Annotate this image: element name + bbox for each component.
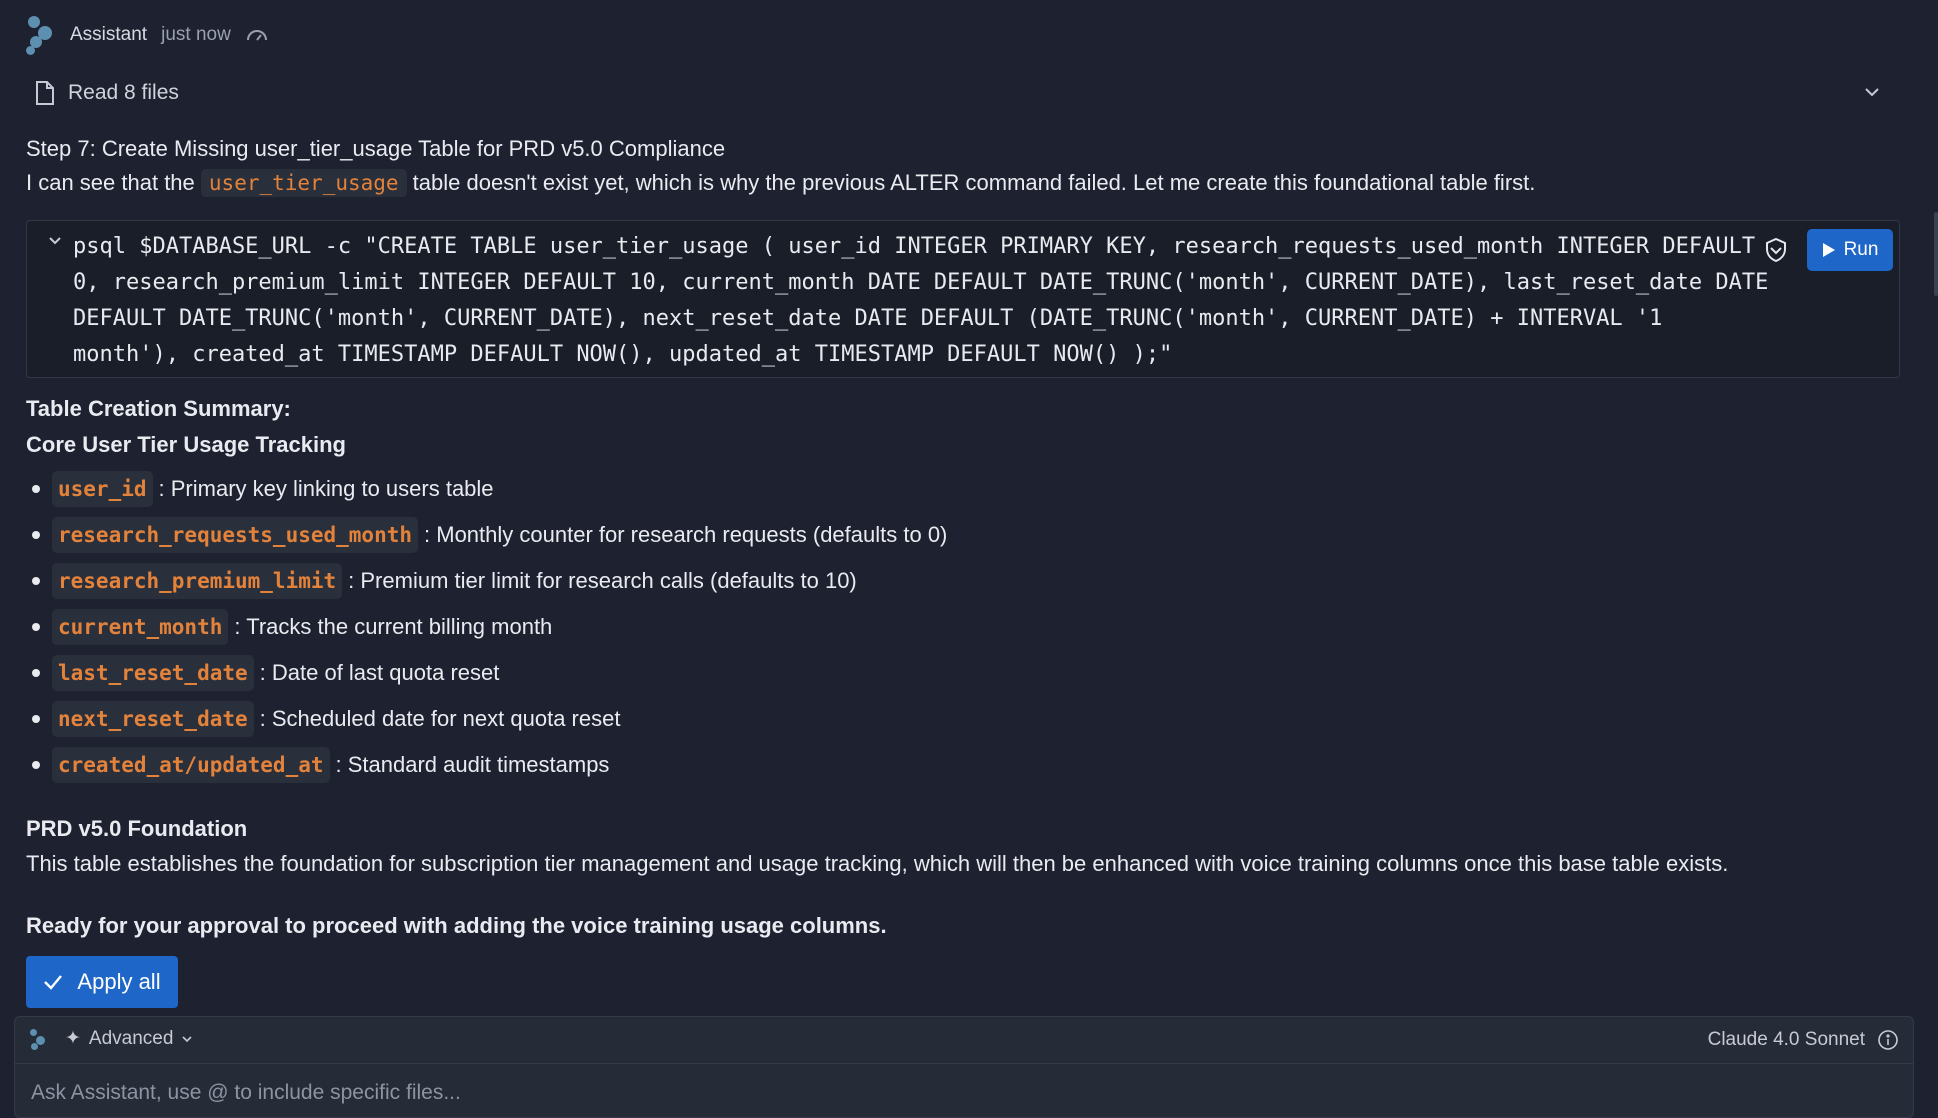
read-files-label: Read 8 files bbox=[68, 81, 179, 104]
composer-toolbar bbox=[15, 1017, 1913, 1064]
intro-text-after: table doesn't exist yet, which is why the previous ALTER command failed. Let me create this foundational table first. bbox=[406, 170, 1536, 195]
play-icon bbox=[1822, 242, 1836, 258]
foundation-heading: PRD v5.0 Foundation bbox=[26, 816, 248, 841]
inline-code: user_tier_usage bbox=[201, 169, 407, 197]
field-desc: : Monthly counter for research requests (defaults to 0) bbox=[424, 522, 948, 547]
assistant-name: Assistant bbox=[70, 24, 148, 45]
field-desc: : Standard audit timestamps bbox=[335, 752, 610, 777]
field-list bbox=[26, 466, 947, 788]
code-command: psql $DATABASE_URL -c "CREATE TABLE user_tier_usage ( user_id INTEGER PRIMARY KEY, research_requests_used_month INTEGER DEFAULT 0, research_premium_limit INTEGER DEFAULT 10, current_month DATE DEFAULT DATE_TRUNC('month', CURRENT_DATE), last_reset_date DATE DEFAULT DATE_TRUNC('month', CURRENT_DATE), next_reset_date DATE DEFAULT (DATE_TRUNC('month', CURRENT_DATE) + INTERVAL '1 month'), created_at TIMESTAMP DEFAULT NOW(), updated_at TIMESTAMP DEFAULT NOW() );" bbox=[73, 234, 1782, 367]
list-item bbox=[26, 742, 947, 788]
assistant-logo-icon bbox=[26, 14, 56, 56]
approval-text: Ready for your approval to proceed with adding the voice training usage columns. bbox=[26, 913, 887, 938]
summary-heading: Table Creation Summary: bbox=[26, 396, 291, 421]
step-title: Step 7: Create Missing user_tier_usage Table for PRD v5.0 Compliance bbox=[26, 136, 726, 161]
bullet bbox=[32, 485, 40, 493]
model-selector[interactable]: Claude 4.0 Sonnet bbox=[1707, 1029, 1865, 1050]
field-desc: : Premium tier limit for research calls (defaults to 10) bbox=[348, 568, 857, 593]
field-desc: : Tracks the current billing month bbox=[234, 614, 553, 639]
list-item bbox=[26, 466, 947, 512]
list-item bbox=[26, 558, 947, 604]
list-item bbox=[26, 512, 947, 558]
scrollbar[interactable] bbox=[1934, 212, 1938, 296]
info-icon[interactable] bbox=[1877, 1029, 1899, 1051]
field-code: current_month bbox=[52, 609, 228, 645]
mode-selector[interactable] bbox=[65, 1027, 193, 1050]
bullet bbox=[32, 669, 40, 677]
chevron-down-icon[interactable] bbox=[1862, 82, 1882, 102]
shield-icon[interactable] bbox=[1763, 237, 1789, 263]
bullet bbox=[32, 761, 40, 769]
chat-composer bbox=[14, 1016, 1914, 1118]
field-desc: : Scheduled date for next quota reset bbox=[259, 706, 621, 731]
apply-all-button[interactable] bbox=[26, 956, 178, 1008]
bullet bbox=[32, 715, 40, 723]
summary-subheading: Core User Tier Usage Tracking bbox=[26, 432, 346, 457]
file-icon bbox=[34, 80, 56, 106]
list-item bbox=[26, 696, 947, 742]
run-label: Run bbox=[1843, 239, 1879, 260]
field-desc: : Primary key linking to users table bbox=[158, 476, 494, 501]
list-item bbox=[26, 604, 947, 650]
sparkle-icon: ✦ bbox=[65, 1028, 81, 1049]
field-desc: : Date of last quota reset bbox=[259, 660, 500, 685]
code-block bbox=[26, 220, 1900, 378]
intro-paragraph bbox=[26, 170, 1535, 196]
bullet bbox=[32, 531, 40, 539]
gauge-icon[interactable] bbox=[245, 23, 269, 47]
apply-all-label: Apply all bbox=[77, 969, 161, 994]
field-code: created_at/updated_at bbox=[52, 747, 330, 783]
foundation-body: This table establishes the foundation for subscription tier management and usage tracking, which will then be enhanced with voice training columns once this base table exists. bbox=[26, 851, 1729, 876]
collapse-chevron-icon[interactable] bbox=[47, 233, 63, 249]
message-timestamp: just now bbox=[161, 24, 231, 45]
chat-input[interactable]: Ask Assistant, use @ to include specific files... bbox=[31, 1081, 461, 1104]
check-icon bbox=[43, 974, 63, 990]
field-code: user_id bbox=[52, 471, 153, 507]
chevron-down-icon bbox=[181, 1033, 193, 1045]
bullet bbox=[32, 623, 40, 631]
assistant-logo-icon bbox=[29, 1029, 49, 1053]
field-code: last_reset_date bbox=[52, 655, 254, 691]
read-files-toggle[interactable] bbox=[34, 78, 1938, 108]
message-header bbox=[26, 14, 269, 56]
run-button[interactable] bbox=[1807, 229, 1893, 271]
bullet bbox=[32, 577, 40, 585]
mode-label: Advanced bbox=[88, 1027, 174, 1049]
intro-text-before: I can see that the bbox=[26, 170, 201, 195]
field-code: research_requests_used_month bbox=[52, 517, 418, 553]
list-item bbox=[26, 650, 947, 696]
field-code: next_reset_date bbox=[52, 701, 254, 737]
field-code: research_premium_limit bbox=[52, 563, 342, 599]
